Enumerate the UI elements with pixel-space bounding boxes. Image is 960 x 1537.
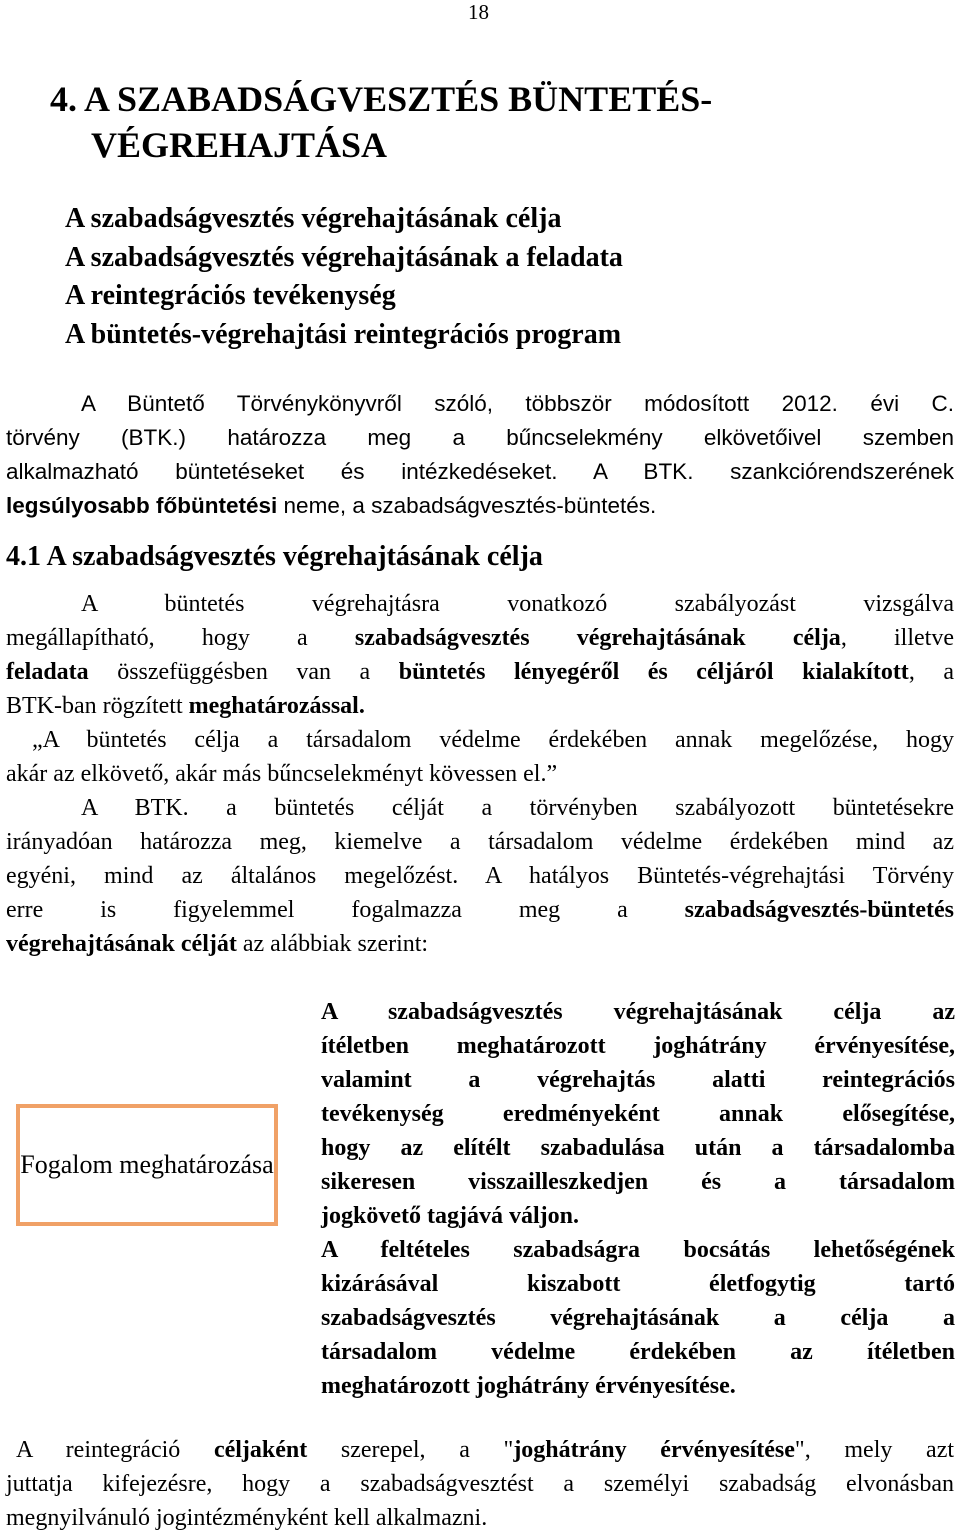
body-bold-run: szabadságvesztés-büntetés [684,897,954,923]
body-line: irányadóan határozza meg, kiemelve a társadalom védelme érdekében mind az [6,829,954,855]
definition-label: Fogalom meghatározása [20,1150,274,1179]
closing-text-run: szerepel, a " [307,1437,514,1463]
definition-line: valamint a végrehajtás alatti reintegrációs [321,1067,955,1093]
definition-line: társadalom védelme érdekében az ítéletben [321,1339,955,1365]
body-text-run: erre is figyelemmel fogalmazza meg a [6,897,685,923]
closing-line [6,1433,954,1467]
closing-bold-run: céljaként [213,1437,308,1463]
definition-line: ítéletben meghatározott joghátrány érvényesítése, [321,1033,955,1059]
definition-line: kizárásával kiszabott életfogytig tartó [321,1271,955,1297]
closing-bold-run: joghátrány érvényesítése [513,1437,795,1463]
body-line [6,689,954,723]
body-text-run: BTK-ban rögzített [6,693,189,719]
chapter-title [50,76,712,168]
definition-line: jogkövető tagjává váljon. [321,1203,579,1229]
definition-text [321,995,955,1403]
body-text [6,587,954,961]
body-text-run: , illetve [840,625,954,651]
section-title: 4.1 A szabadságvesztés végrehajtásának célja [6,541,543,572]
body-line: A BTK. a büntetés célját a törvényben szabályozott büntetésekre [81,795,954,821]
intro-line-rest: neme, a szabadságvesztés-büntetés. [277,493,657,518]
topic-item: A szabadságvesztés végrehajtásának a feladata [65,241,623,273]
intro-line: A Büntető Törvénykönyvről szóló, többször módosított 2012. évi C. [81,391,954,416]
page-number: 18 [468,0,489,24]
definition-line: A feltételes szabadságra bocsátás lehetőségének [321,1237,955,1263]
definition-line: sikeresen visszailleszkedjen és a társadalom [321,1169,955,1195]
body-bold-run: feladata [6,659,89,685]
closing-text-run: ", mely azt [794,1437,955,1463]
definition-line: tevékenység eredményeként annak elősegítése, [321,1101,955,1127]
definition-label-box [16,1104,278,1226]
intro-paragraph [6,387,954,523]
definition-line: A szabadságvesztés végrehajtásának célja az [321,999,955,1025]
topic-item: A reintegrációs tevékenység [65,280,396,311]
body-line [6,655,954,689]
intro-line [6,489,954,523]
body-text-run: , a [908,659,955,685]
chapter-title-line-1: 4. A SZABADSÁGVESZTÉS BÜNTETÉS- [50,79,713,119]
closing-paragraph [6,1433,954,1535]
topic-item: A szabadságvesztés végrehajtásának célja [65,203,562,234]
quote-line: „A büntetés célja a társadalom védelme érdekében annak megelőzése, hogy [32,727,954,753]
body-line [6,927,954,961]
chapter-title-line-2: VÉGREHAJTÁSA [91,125,388,165]
definition-line: meghatározott joghátrány érvényesítése. [321,1373,736,1399]
closing-line: juttatja kifejezésre, hogy a szabadságvesztést a személyi szabadság elvonásban [6,1471,954,1497]
definition-line: hogy az elítélt szabadulása után a társadalomba [321,1135,955,1161]
closing-text-run: A reintegráció [16,1437,214,1463]
intro-line: törvény (BTK.) határozza meg a bűncselekmény elkövetőivel szemben [6,425,954,450]
body-line: A büntetés végrehajtásra vonatkozó szabályozást vizsgálva [81,591,954,617]
topic-list [65,200,623,354]
body-text-run: összefüggésben van a [88,659,399,685]
definition-line: szabadságvesztés végrehajtásának a célja a [321,1305,955,1331]
body-text-run: megállapítható, hogy a [6,625,355,651]
intro-line: alkalmazható büntetéseket és intézkedéseket. A BTK. szankciórendszerének [6,459,954,484]
body-line [6,893,954,927]
topic-item: A büntetés-végrehajtási reintegrációs program [65,318,622,350]
body-line: egyéni, mind az általános megelőzést. A hatályos Büntetés-végrehajtási Törvény [6,863,954,889]
closing-line: megnyilvánuló jogintézményként kell alkalmazni. [6,1505,488,1531]
intro-bold-term: legsúlyosabb főbüntetési [6,493,278,518]
body-bold-run: büntetés lényegéről és céljáról kialakított [398,659,909,685]
body-line [6,621,954,655]
body-bold-run: meghatározással. [188,693,365,719]
body-bold-run: végrehajtásának célját [6,931,237,957]
body-text-run: az alábbiak szerint: [236,931,429,957]
body-bold-run: szabadságvesztés végrehajtásának célja [354,625,841,651]
quote-line: akár az elkövető, akár más bűncselekményt kövessen el.” [6,761,558,787]
